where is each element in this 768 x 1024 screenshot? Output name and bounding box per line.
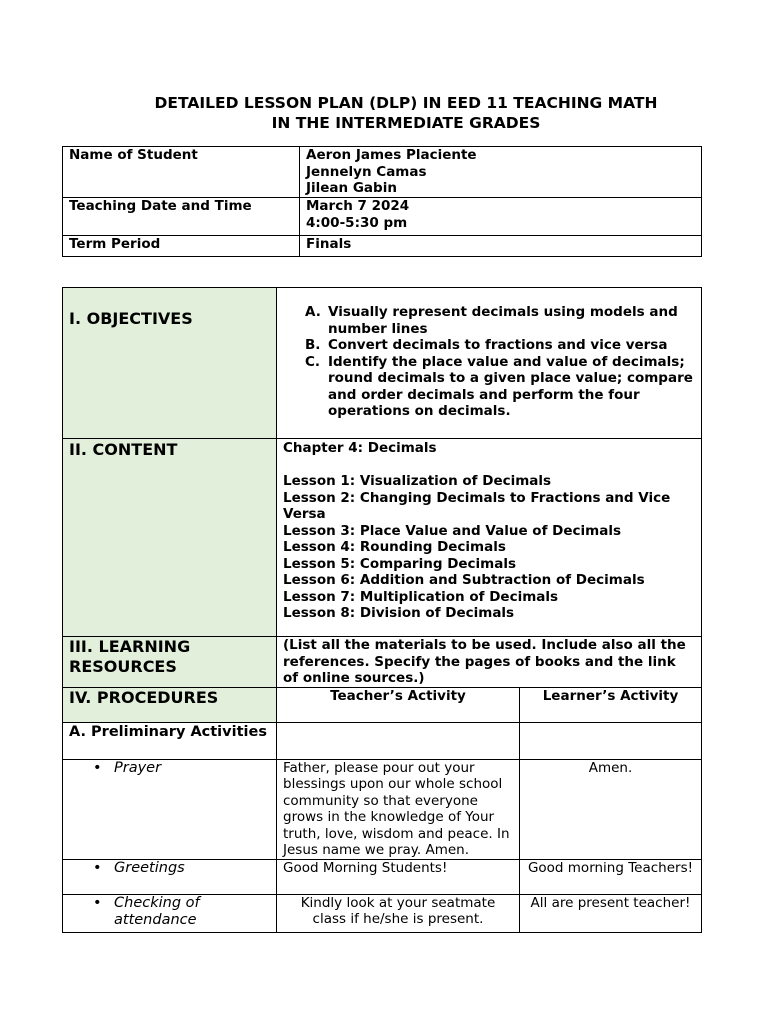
info-row-term: [63, 236, 702, 257]
title-line-2: IN THE INTERMEDIATE GRADES: [271, 114, 541, 132]
content-row: [63, 439, 702, 637]
attendance-teacher: Kindly look at your seatmate class if he/she is present.: [277, 894, 520, 932]
greetings-label: Greetings: [114, 859, 185, 876]
teacher-activity-header: Teacher’s Activity: [277, 687, 520, 722]
objectives-cell: [277, 288, 702, 439]
attendance-label-cell: [63, 894, 277, 932]
lesson-item: Lesson 2: Changing Decimals to Fractions and Vice Versa: [283, 489, 671, 522]
learner-activity-header: Learner’s Activity: [520, 687, 702, 722]
objective-item: [283, 304, 695, 337]
title-line-1: DETAILED LESSON PLAN (DLP) IN EED 11 TEACHING MATH: [154, 94, 658, 112]
prayer-row: [63, 759, 702, 859]
lesson-item: Lesson 1: Visualization of Decimals: [283, 473, 552, 489]
objective-text: Convert decimals to fractions and vice versa: [328, 337, 668, 353]
objective-marker: A.: [305, 304, 321, 320]
chapter-title: Chapter 4: Decimals: [283, 440, 437, 456]
preliminary-teacher-cell: [277, 722, 520, 759]
date-value: [300, 198, 702, 236]
lesson-plan-table: [62, 287, 702, 933]
student-name: Aeron James Placiente: [306, 147, 477, 163]
greetings-label-cell: [63, 859, 277, 894]
prayer-teacher: Father, please pour out your blessings upon our whole school community so that everyone grows in the knowledge of Your truth, love, wisdom and peace. In Jesus name we pray. Amen.: [277, 759, 520, 859]
objective-text: Identify the place value and value of decimals; round decimals to a given place value; compare and order decimals and perform the four operations on decimals.: [328, 353, 693, 419]
teaching-time: 4:00-5:30 pm: [306, 214, 408, 231]
content-heading: II. CONTENT: [63, 439, 277, 637]
objectives-heading: I. OBJECTIVES: [63, 288, 277, 439]
objective-marker: C.: [305, 353, 321, 370]
info-row-student: [63, 147, 702, 198]
preliminary-heading: A. Preliminary Activities: [63, 722, 277, 759]
prayer-label: Prayer: [114, 759, 162, 776]
preliminary-learner-cell: [520, 722, 702, 759]
objective-text: Visually represent decimals using models and number lines: [328, 304, 678, 337]
objectives-row: [63, 288, 702, 439]
bullet-icon: •: [93, 759, 102, 776]
content-cell: [277, 439, 702, 637]
student-name: Jennelyn Camas: [306, 163, 427, 180]
bullet-icon: •: [93, 894, 102, 911]
greetings-teacher: Good Morning Students!: [277, 859, 520, 894]
prayer-label-cell: [63, 759, 277, 859]
objective-item: [283, 337, 695, 354]
greetings-row: [63, 859, 702, 894]
lesson-item: Lesson 3: Place Value and Value of Decimals: [283, 522, 621, 539]
student-names: [300, 147, 702, 198]
resources-heading: III. LEARNING RESOURCES: [63, 637, 277, 688]
attendance-row: [63, 894, 702, 932]
procedures-heading: IV. PROCEDURES: [63, 687, 277, 722]
resources-text: (List all the materials to be used. Include also all the references. Specify the pages of books and the link of online sources.): [277, 637, 702, 688]
preliminary-row: [63, 722, 702, 759]
prayer-learner: Amen.: [520, 759, 702, 859]
student-label: Name of Student: [63, 147, 300, 198]
student-name: Jilean Gabin: [306, 180, 397, 196]
lesson-item: Lesson 7: Multiplication of Decimals: [283, 588, 559, 605]
objective-marker: B.: [305, 337, 321, 353]
objectives-list: [283, 304, 695, 420]
term-label: Term Period: [63, 236, 300, 257]
info-row-date: [63, 198, 702, 236]
lesson-item: Lesson 6: Addition and Subtraction of Decimals: [283, 572, 645, 588]
greetings-learner: Good morning Teachers!: [520, 859, 702, 894]
bullet-icon: •: [93, 859, 102, 876]
date-label: Teaching Date and Time: [63, 198, 300, 236]
lesson-item: Lesson 4: Rounding Decimals: [283, 539, 506, 555]
info-table: [62, 146, 702, 257]
term-value: Finals: [300, 236, 702, 257]
lesson-item: Lesson 5: Comparing Decimals: [283, 555, 517, 572]
attendance-label: Checking of attendance: [114, 894, 200, 928]
lesson-item: Lesson 8: Division of Decimals: [283, 605, 515, 621]
teaching-date: March 7 2024: [306, 198, 410, 214]
objective-item: [283, 354, 695, 420]
attendance-learner: All are present teacher!: [520, 894, 702, 932]
procedures-header-row: [63, 687, 702, 722]
resources-row: [63, 637, 702, 688]
document-title: [0, 93, 768, 133]
